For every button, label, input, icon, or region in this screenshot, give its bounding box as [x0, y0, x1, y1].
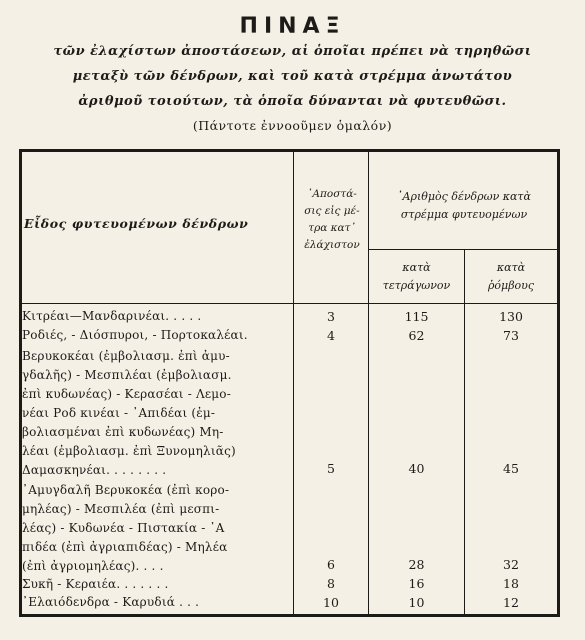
cell-rhombus: 45	[503, 461, 519, 476]
cell-square: 115	[404, 309, 429, 324]
table-row-line: πιδέα (ἐπὶ ἀγριαπιδέας) - Μηλέα	[22, 540, 228, 554]
cell-distance: 5	[327, 461, 335, 476]
cell-rhombus: 32	[503, 557, 519, 572]
header-distance: ᾿Αποστά- σις εἰς μέ- τρα κατ᾿ ἐλάχιστον	[304, 188, 360, 251]
header-species: Εἶδος φυτευομένων δένδρων	[24, 216, 249, 231]
cell-square: 62	[408, 328, 425, 343]
cell-distance: 3	[327, 309, 335, 324]
table-row-line: λέας) - Κυδωνέα - Πιστακία - ᾿Α	[22, 521, 225, 535]
cell-distance: 8	[327, 576, 335, 591]
table-row-line: λέαι (ἐμβολιασμ. ἐπὶ Ξυνομηλιᾶς)	[22, 444, 236, 458]
table-row-line: νέαι Ροδ κινέαι - ᾿Απιδέαι (ἐμ-	[22, 406, 216, 420]
table-row: Ροδιές, - Διόσπυροι, - Πορτοκαλέαι.	[22, 328, 248, 342]
cell-square: 10	[408, 595, 425, 610]
cell-rhombus: 18	[503, 576, 519, 591]
header-rhombus: κατὰ ῥόμβους	[487, 261, 535, 292]
cell-distance: 6	[327, 557, 335, 572]
table-row-line: γδαλῆς) - Μεσπιλέαι (ἐμβολιασμ.	[22, 368, 232, 382]
cell-rhombus: 12	[503, 595, 519, 610]
table-row-line: ἐπὶ κυδωνέας) - Κερασέαι - Λεμο-	[22, 387, 231, 401]
cell-rhombus: 130	[499, 309, 523, 324]
cell-rhombus: 73	[503, 328, 519, 343]
header-square: κατὰ τετράγωνον	[382, 261, 451, 292]
page-title: ΠΙΝΑΞ	[239, 14, 346, 39]
table-row: Κιτρέαι—Μανδαρινέαι. . . . .	[22, 309, 202, 323]
note-text: (Πάντοτε ἐννοοῦμεν ὁμαλόν)	[192, 118, 393, 133]
subtitle-line-2: μεταξὺ τῶν δένδρων, καὶ τοῦ κατὰ στρέμμα ἀνωτάτου	[72, 69, 513, 84]
cell-distance: 4	[327, 328, 335, 343]
cell-square: 28	[408, 557, 425, 572]
table-row-line: (ἐπὶ ἀγριομηλέας). . . .	[22, 559, 164, 573]
table-row: Βερυκοκέαι (ἐμβολιασμ. ἐπὶ ἀμυ-	[22, 349, 230, 363]
header-tree-count: ᾿Αριθμὸς δένδρων κατὰ στρέμμα φυτευομένων	[397, 190, 531, 221]
header-bottom-rule	[22, 303, 557, 304]
subtitle-line-3: ἀριθμοῦ τοιούτων, τὰ ὁποῖα δύνανται νὰ φυτευθῶσι.	[78, 94, 507, 109]
table-row-line: Δαμασκηνέαι. . . . . . . .	[22, 463, 167, 477]
column-divider-1	[293, 152, 294, 614]
table-row: Συκῆ - Κεραιέα. . . . . . .	[22, 577, 169, 591]
column-divider-2	[368, 152, 369, 614]
cell-square: 40	[408, 461, 425, 476]
header-subdivider	[368, 249, 557, 250]
cell-distance: 10	[323, 595, 339, 610]
table-row: ᾿Αμυγδαλῆ Βερυκοκέα (ἐπὶ κορο-	[22, 483, 230, 497]
cell-square: 16	[408, 576, 425, 591]
table-row-line: βολιασμέναι ἐπὶ κυδωνέας) Μη-	[22, 425, 224, 439]
subtitle-line-1: τῶν ἐλαχίστων ἀποστάσεων, αἱ ὁποῖαι πρέπει νὰ τηρηθῶσι	[53, 44, 532, 59]
table-row: ᾿Ελαιόδενδρα - Καρυδιά . . .	[22, 595, 200, 609]
table-row-line: μηλέας) - Μεσπιλέα (ἐπὶ μεσπι-	[22, 502, 220, 516]
